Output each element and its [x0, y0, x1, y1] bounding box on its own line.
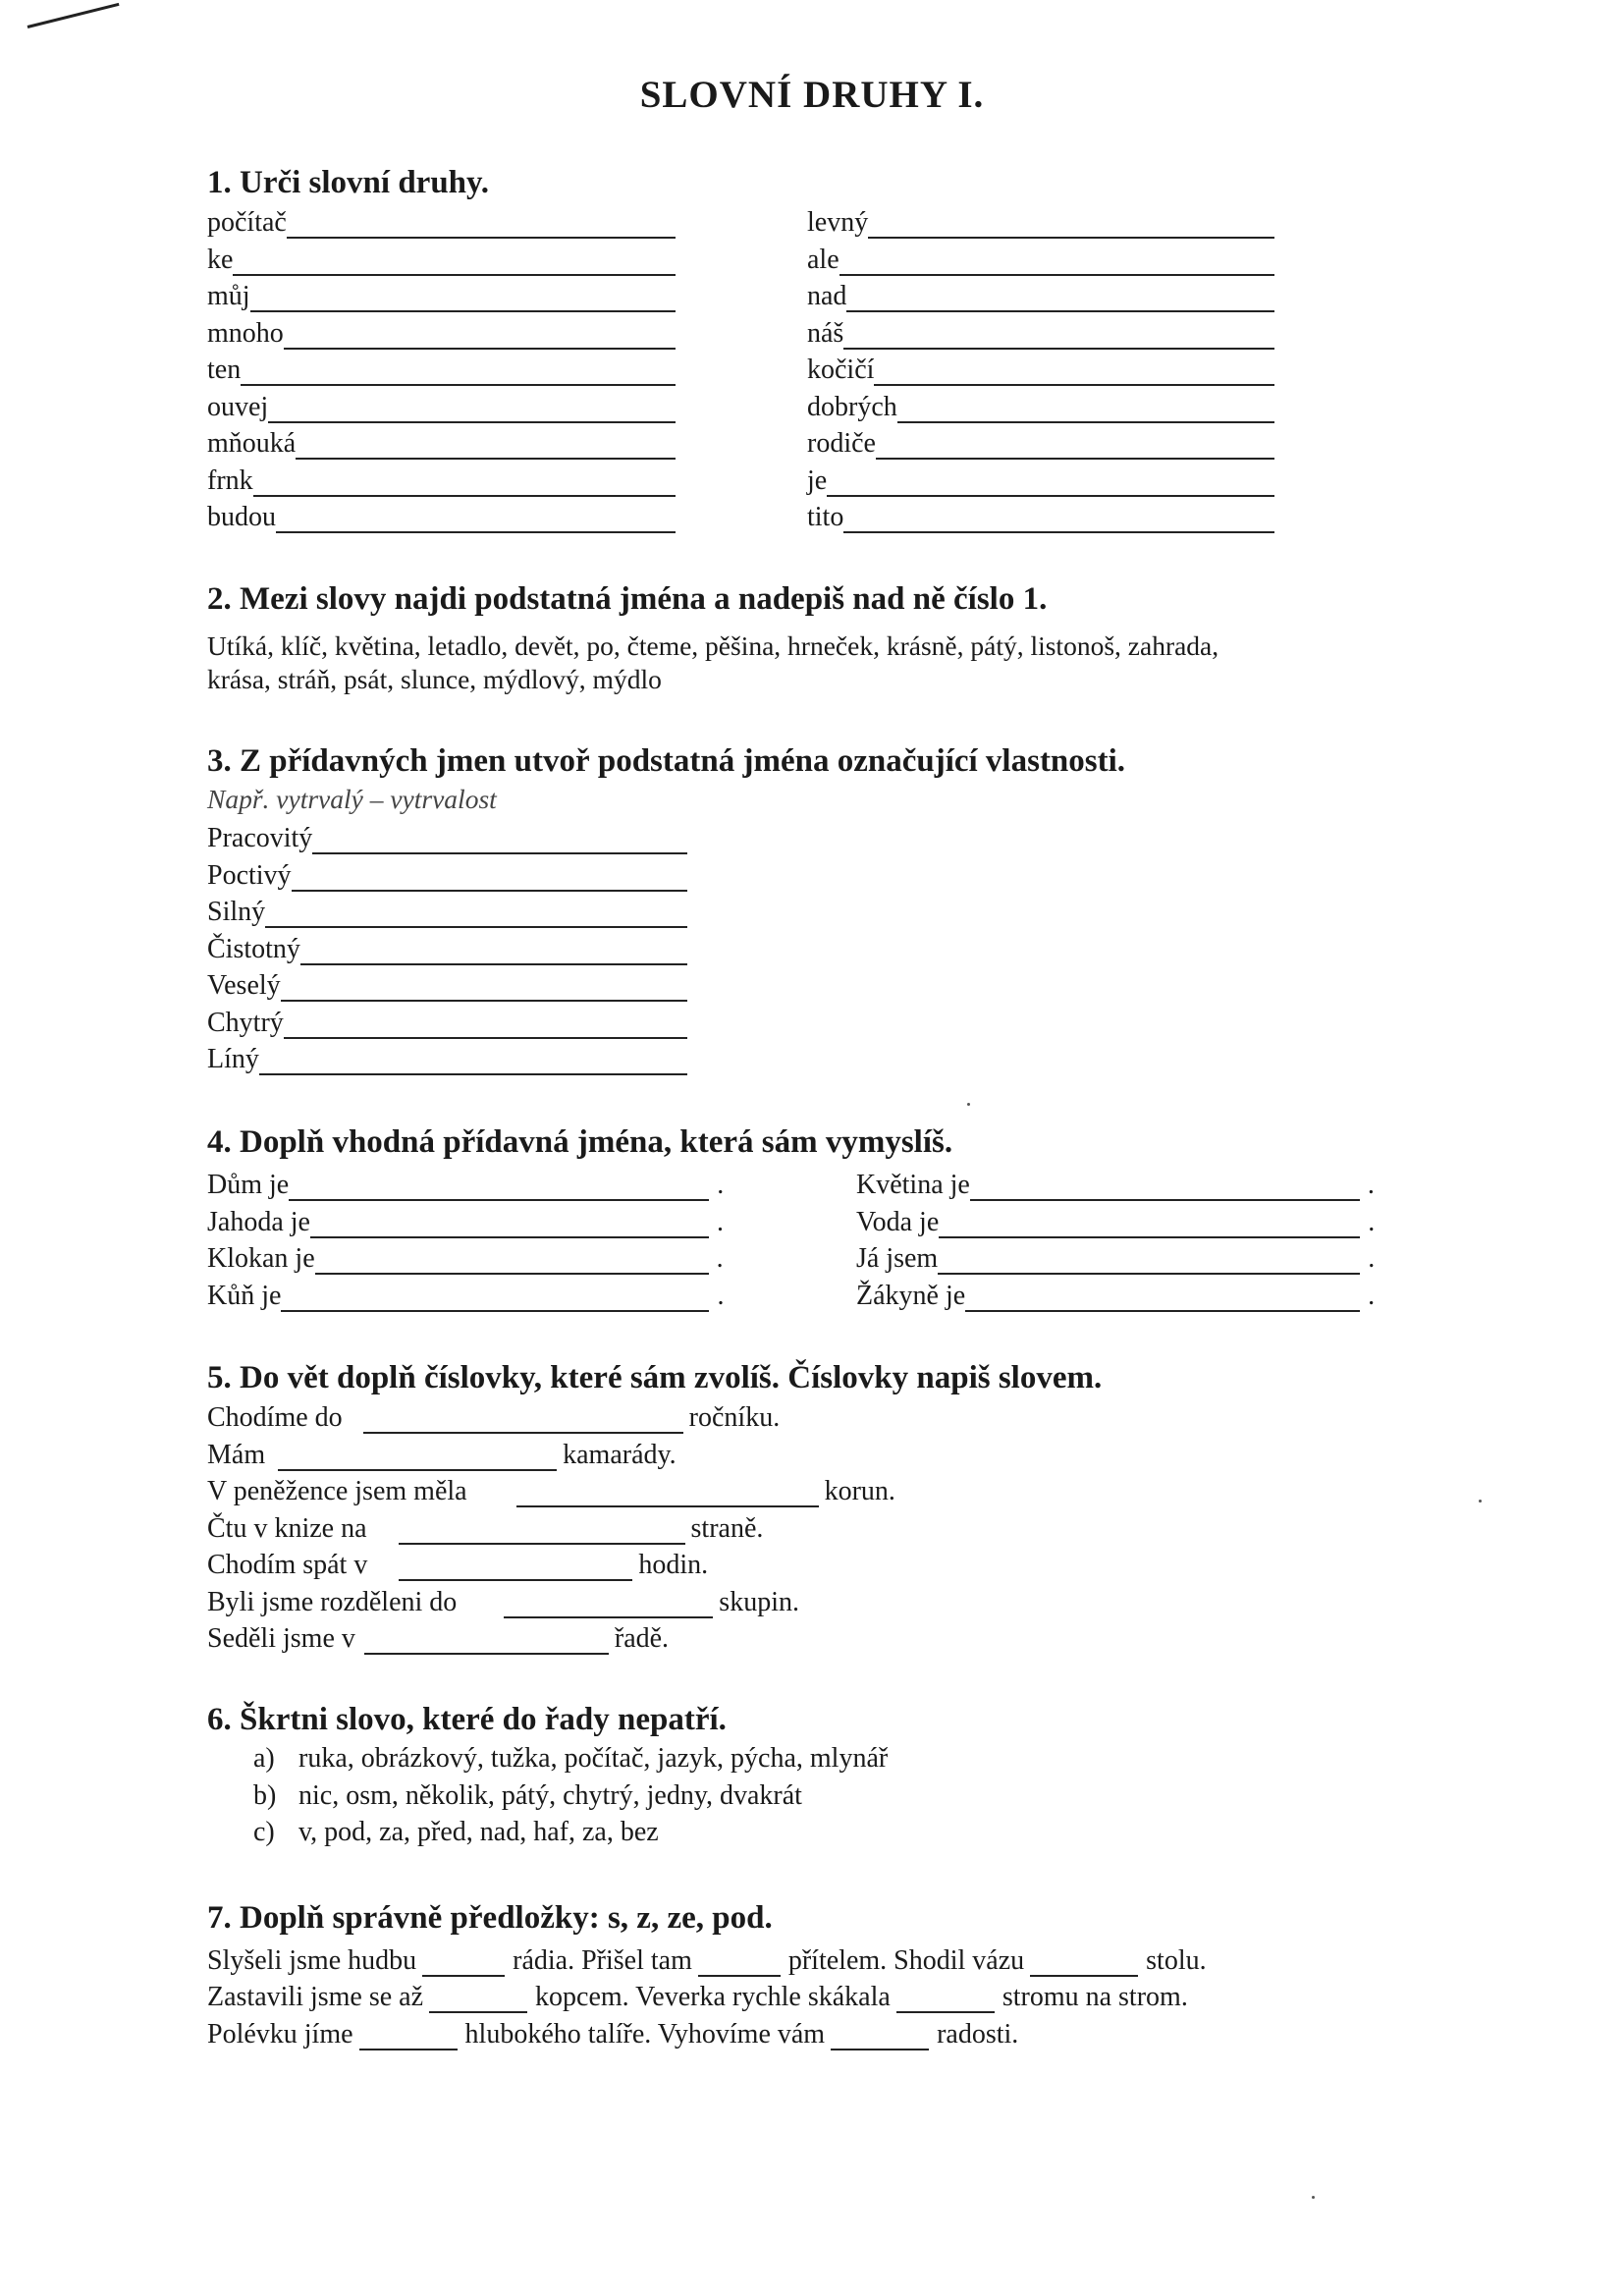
section-3-example: Např. vytrvalý – vytrvalost	[207, 784, 497, 814]
sentence-end: .	[1368, 1280, 1376, 1311]
answer-line[interactable]	[399, 1513, 685, 1545]
preposition-blank[interactable]	[422, 1945, 505, 1977]
sentence-part: kopcem. Veverka rychle skákala	[535, 1982, 891, 2012]
answer-line[interactable]	[241, 355, 676, 386]
answer-line[interactable]	[284, 1008, 687, 1039]
sentence-start: Dům je	[207, 1170, 290, 1200]
numeral-sentence	[207, 1507, 763, 1545]
numeral-sentence	[207, 1617, 669, 1655]
answer-line[interactable]	[281, 970, 687, 1002]
adjective-label: Veselý	[207, 970, 281, 1001]
sentence-after: kamarády.	[563, 1439, 677, 1470]
option-row	[253, 1780, 802, 1812]
sentence-part: přítelem. Shodil vázu	[787, 1945, 1025, 1976]
section-2-word-line-2: krása, stráň, psát, slunce, mýdlový, mýdlo	[207, 664, 662, 694]
answer-line[interactable]	[259, 1044, 687, 1075]
answer-line[interactable]	[289, 1170, 709, 1201]
preposition-blank[interactable]	[896, 1982, 995, 2013]
sentence-row	[856, 1237, 1375, 1275]
word-row	[807, 349, 1274, 386]
option-letter: c)	[253, 1817, 275, 1847]
answer-line[interactable]	[253, 465, 676, 497]
answer-line[interactable]	[876, 428, 1274, 460]
numeral-sentence	[207, 1396, 780, 1434]
adjective-label: Chytrý	[207, 1007, 284, 1038]
word-label: náš	[807, 317, 844, 349]
sentence-before: Mám	[207, 1439, 266, 1470]
preposition-blank[interactable]	[429, 1982, 527, 2013]
answer-line[interactable]	[250, 281, 676, 312]
sentence-part: Polévku jíme	[207, 2019, 353, 2050]
sentence-row	[207, 1275, 724, 1312]
word-label: tito	[807, 502, 844, 532]
scan-speck	[967, 1103, 970, 1106]
adjective-label: Líný	[207, 1044, 259, 1074]
sentence-row	[207, 1164, 724, 1201]
adjective-label: Silný	[207, 897, 266, 927]
section-1-heading: 1. Urči slovní druhy.	[207, 165, 489, 200]
word-label: dobrých	[807, 391, 897, 422]
word-row	[207, 239, 676, 276]
answer-line[interactable]	[265, 897, 687, 928]
answer-line[interactable]	[363, 1402, 683, 1434]
answer-line[interactable]	[278, 1440, 557, 1471]
sentence-end: .	[717, 1170, 725, 1200]
answer-line[interactable]	[827, 465, 1274, 497]
answer-line[interactable]	[312, 823, 687, 854]
word-label: je	[807, 465, 828, 496]
sentence-row	[856, 1201, 1375, 1238]
word-label: ten	[207, 355, 242, 385]
sentence-row	[207, 1237, 724, 1275]
sentence-after: straně.	[690, 1512, 764, 1544]
numeral-sentence	[207, 1434, 677, 1471]
sentence-part: hlubokého talíře. Vyhovíme vám	[464, 2019, 826, 2050]
scan-speck	[1312, 2196, 1315, 2199]
preposition-blank[interactable]	[831, 2019, 929, 2050]
answer-line[interactable]	[970, 1170, 1360, 1201]
answer-line[interactable]	[315, 1243, 709, 1275]
sentence-end: .	[1368, 1243, 1376, 1274]
answer-line[interactable]	[874, 355, 1274, 386]
answer-line[interactable]	[868, 207, 1274, 239]
word-row	[207, 349, 676, 386]
numeral-sentence	[207, 1470, 895, 1507]
word-row	[807, 312, 1274, 350]
option-words[interactable]: ruka, obrázkový, tužka, počítač, jazyk, pýcha, mlynář	[298, 1743, 889, 1774]
answer-line[interactable]	[281, 1281, 709, 1312]
section-6-heading: 6. Škrtni slovo, které do řady nepatří.	[207, 1702, 727, 1737]
word-row	[807, 275, 1274, 312]
sentence-after: skupin.	[719, 1586, 799, 1617]
answer-line[interactable]	[300, 934, 687, 965]
adjective-row	[207, 1002, 687, 1039]
section-2-word-line-1: Utíká, klíč, květina, letadlo, devět, po, čteme, pěšina, hrneček, krásně, pátý, listonoš, zahrada,	[207, 630, 1219, 661]
preposition-sentence	[207, 2013, 1018, 2050]
answer-line[interactable]	[843, 502, 1274, 533]
answer-line[interactable]	[287, 207, 676, 239]
section-3-heading: 3. Z přídavných jmen utvoř podstatná jména označující vlastnosti.	[207, 743, 1126, 779]
word-label: budou	[207, 502, 276, 532]
option-words[interactable]: nic, osm, několik, pátý, chytrý, jedny, dvakrát	[298, 1779, 802, 1811]
sentence-row	[856, 1164, 1375, 1201]
word-row	[207, 460, 676, 497]
sentence-row	[207, 1201, 724, 1238]
answer-line[interactable]	[310, 1207, 709, 1238]
sentence-after: hodin.	[638, 1550, 709, 1580]
sentence-part: radosti.	[937, 2019, 1019, 2050]
word-label: rodiče	[807, 428, 876, 459]
answer-line[interactable]	[504, 1587, 713, 1618]
preposition-sentence	[207, 1940, 1207, 1977]
numeral-sentence	[207, 1581, 799, 1618]
preposition-sentence	[207, 1976, 1188, 2013]
word-row	[807, 239, 1274, 276]
worksheet-title: SLOVNÍ DRUHY I.	[639, 74, 985, 116]
section-4-heading: 4. Doplň vhodná přídavná jména, která sám vymyslíš.	[207, 1124, 953, 1160]
word-row	[807, 386, 1274, 423]
word-label: nad	[807, 281, 847, 311]
sentence-part: stromu na strom.	[1001, 1982, 1188, 2012]
sentence-row	[856, 1275, 1375, 1312]
word-row	[207, 201, 676, 239]
sentence-part: stolu.	[1146, 1945, 1207, 1976]
answer-line[interactable]	[516, 1476, 819, 1507]
adjective-label: Čistotný	[207, 933, 300, 964]
answer-line[interactable]	[839, 245, 1274, 276]
sentence-end: .	[716, 1243, 724, 1274]
word-label: ale	[807, 244, 839, 275]
word-row	[807, 496, 1274, 533]
sentence-start: Klokan je	[207, 1243, 315, 1274]
word-label: frnk	[207, 465, 253, 496]
word-label: levný	[807, 207, 869, 238]
word-label: ke	[207, 244, 234, 275]
answer-line[interactable]	[399, 1550, 632, 1581]
sentence-before: Byli jsme rozděleni do	[207, 1586, 458, 1617]
sentence-before: V peněžence jsem měla	[207, 1476, 467, 1506]
scan-pen-mark	[27, 3, 120, 28]
answer-line[interactable]	[364, 1623, 609, 1655]
sentence-part: rádia. Přišel tam	[513, 1945, 692, 1976]
option-row	[253, 1817, 659, 1848]
adjective-row	[207, 817, 687, 854]
answer-line[interactable]	[843, 318, 1274, 350]
adjective-row	[207, 854, 687, 892]
word-label: ouvej	[207, 391, 269, 422]
preposition-blank[interactable]	[698, 1945, 781, 1977]
sentence-after: ročníku.	[688, 1402, 781, 1433]
word-row	[207, 312, 676, 350]
answer-line[interactable]	[938, 1243, 1360, 1275]
word-row	[807, 422, 1274, 460]
option-letter: b)	[253, 1779, 277, 1811]
sentence-end: .	[1367, 1170, 1375, 1200]
adjective-row	[207, 964, 687, 1002]
word-row	[207, 422, 676, 460]
word-row	[807, 201, 1274, 239]
word-row	[807, 460, 1274, 497]
sentence-start: Květina je	[856, 1170, 970, 1200]
sentence-part: Zastavili jsme se až	[207, 1982, 424, 2012]
scan-speck	[1479, 1500, 1482, 1503]
adjective-row	[207, 1038, 687, 1075]
numeral-sentence	[207, 1544, 708, 1581]
answer-line[interactable]	[846, 281, 1274, 312]
sentence-before: Čtu v knize na	[207, 1512, 367, 1544]
answer-line[interactable]	[965, 1281, 1360, 1312]
word-label: můj	[207, 281, 250, 311]
sentence-part: Slyšeli jsme hudbu	[207, 1945, 417, 1976]
word-label: kočičí	[807, 355, 875, 385]
answer-line[interactable]	[233, 245, 676, 276]
answer-line[interactable]	[268, 392, 676, 423]
sentence-end: .	[716, 1206, 724, 1237]
answer-line[interactable]	[292, 860, 687, 892]
word-label: počítač	[207, 207, 287, 238]
option-letter: a)	[253, 1743, 275, 1774]
sentence-end: .	[717, 1280, 725, 1311]
section-2-heading: 2. Mezi slovy najdi podstatná jména a nadepiš nad ně číslo 1.	[207, 581, 1048, 617]
answer-line[interactable]	[939, 1207, 1360, 1238]
sentence-start: Voda je	[856, 1206, 940, 1237]
adjective-label: Poctivý	[207, 859, 292, 891]
sentence-start: Jahoda je	[207, 1206, 310, 1237]
answer-line[interactable]	[284, 318, 676, 350]
word-row	[207, 386, 676, 423]
adjective-row	[207, 928, 687, 965]
sentence-start: Žákyně je	[856, 1280, 966, 1311]
sentence-before: Chodíme do	[207, 1402, 343, 1433]
section-7-heading: 7. Doplň správně předložky: s, z, ze, pod.	[207, 1900, 773, 1936]
sentence-after: korun.	[824, 1476, 895, 1506]
answer-line[interactable]	[897, 392, 1274, 423]
sentence-before: Seděli jsme v	[207, 1623, 355, 1654]
word-row	[207, 496, 676, 533]
option-words[interactable]: v, pod, za, před, nad, haf, za, bez	[298, 1817, 659, 1847]
sentence-start: Já jsem	[856, 1243, 939, 1274]
preposition-blank[interactable]	[1030, 1945, 1138, 1977]
sentence-before: Chodím spát v	[207, 1550, 368, 1580]
option-row	[253, 1743, 888, 1775]
adjective-row	[207, 891, 687, 928]
word-label: mňouká	[207, 428, 297, 459]
sentence-start: Kůň je	[207, 1280, 282, 1311]
answer-line[interactable]	[276, 502, 676, 533]
answer-line[interactable]	[296, 428, 676, 460]
word-row	[207, 275, 676, 312]
sentence-after: řadě.	[614, 1623, 670, 1654]
word-label: mnoho	[207, 317, 284, 349]
adjective-label: Pracovitý	[207, 823, 313, 853]
preposition-blank[interactable]	[359, 2019, 458, 2050]
section-5-heading: 5. Do vět doplň číslovky, které sám zvolíš. Číslovky napiš slovem.	[207, 1360, 1103, 1395]
sentence-end: .	[1368, 1206, 1376, 1237]
